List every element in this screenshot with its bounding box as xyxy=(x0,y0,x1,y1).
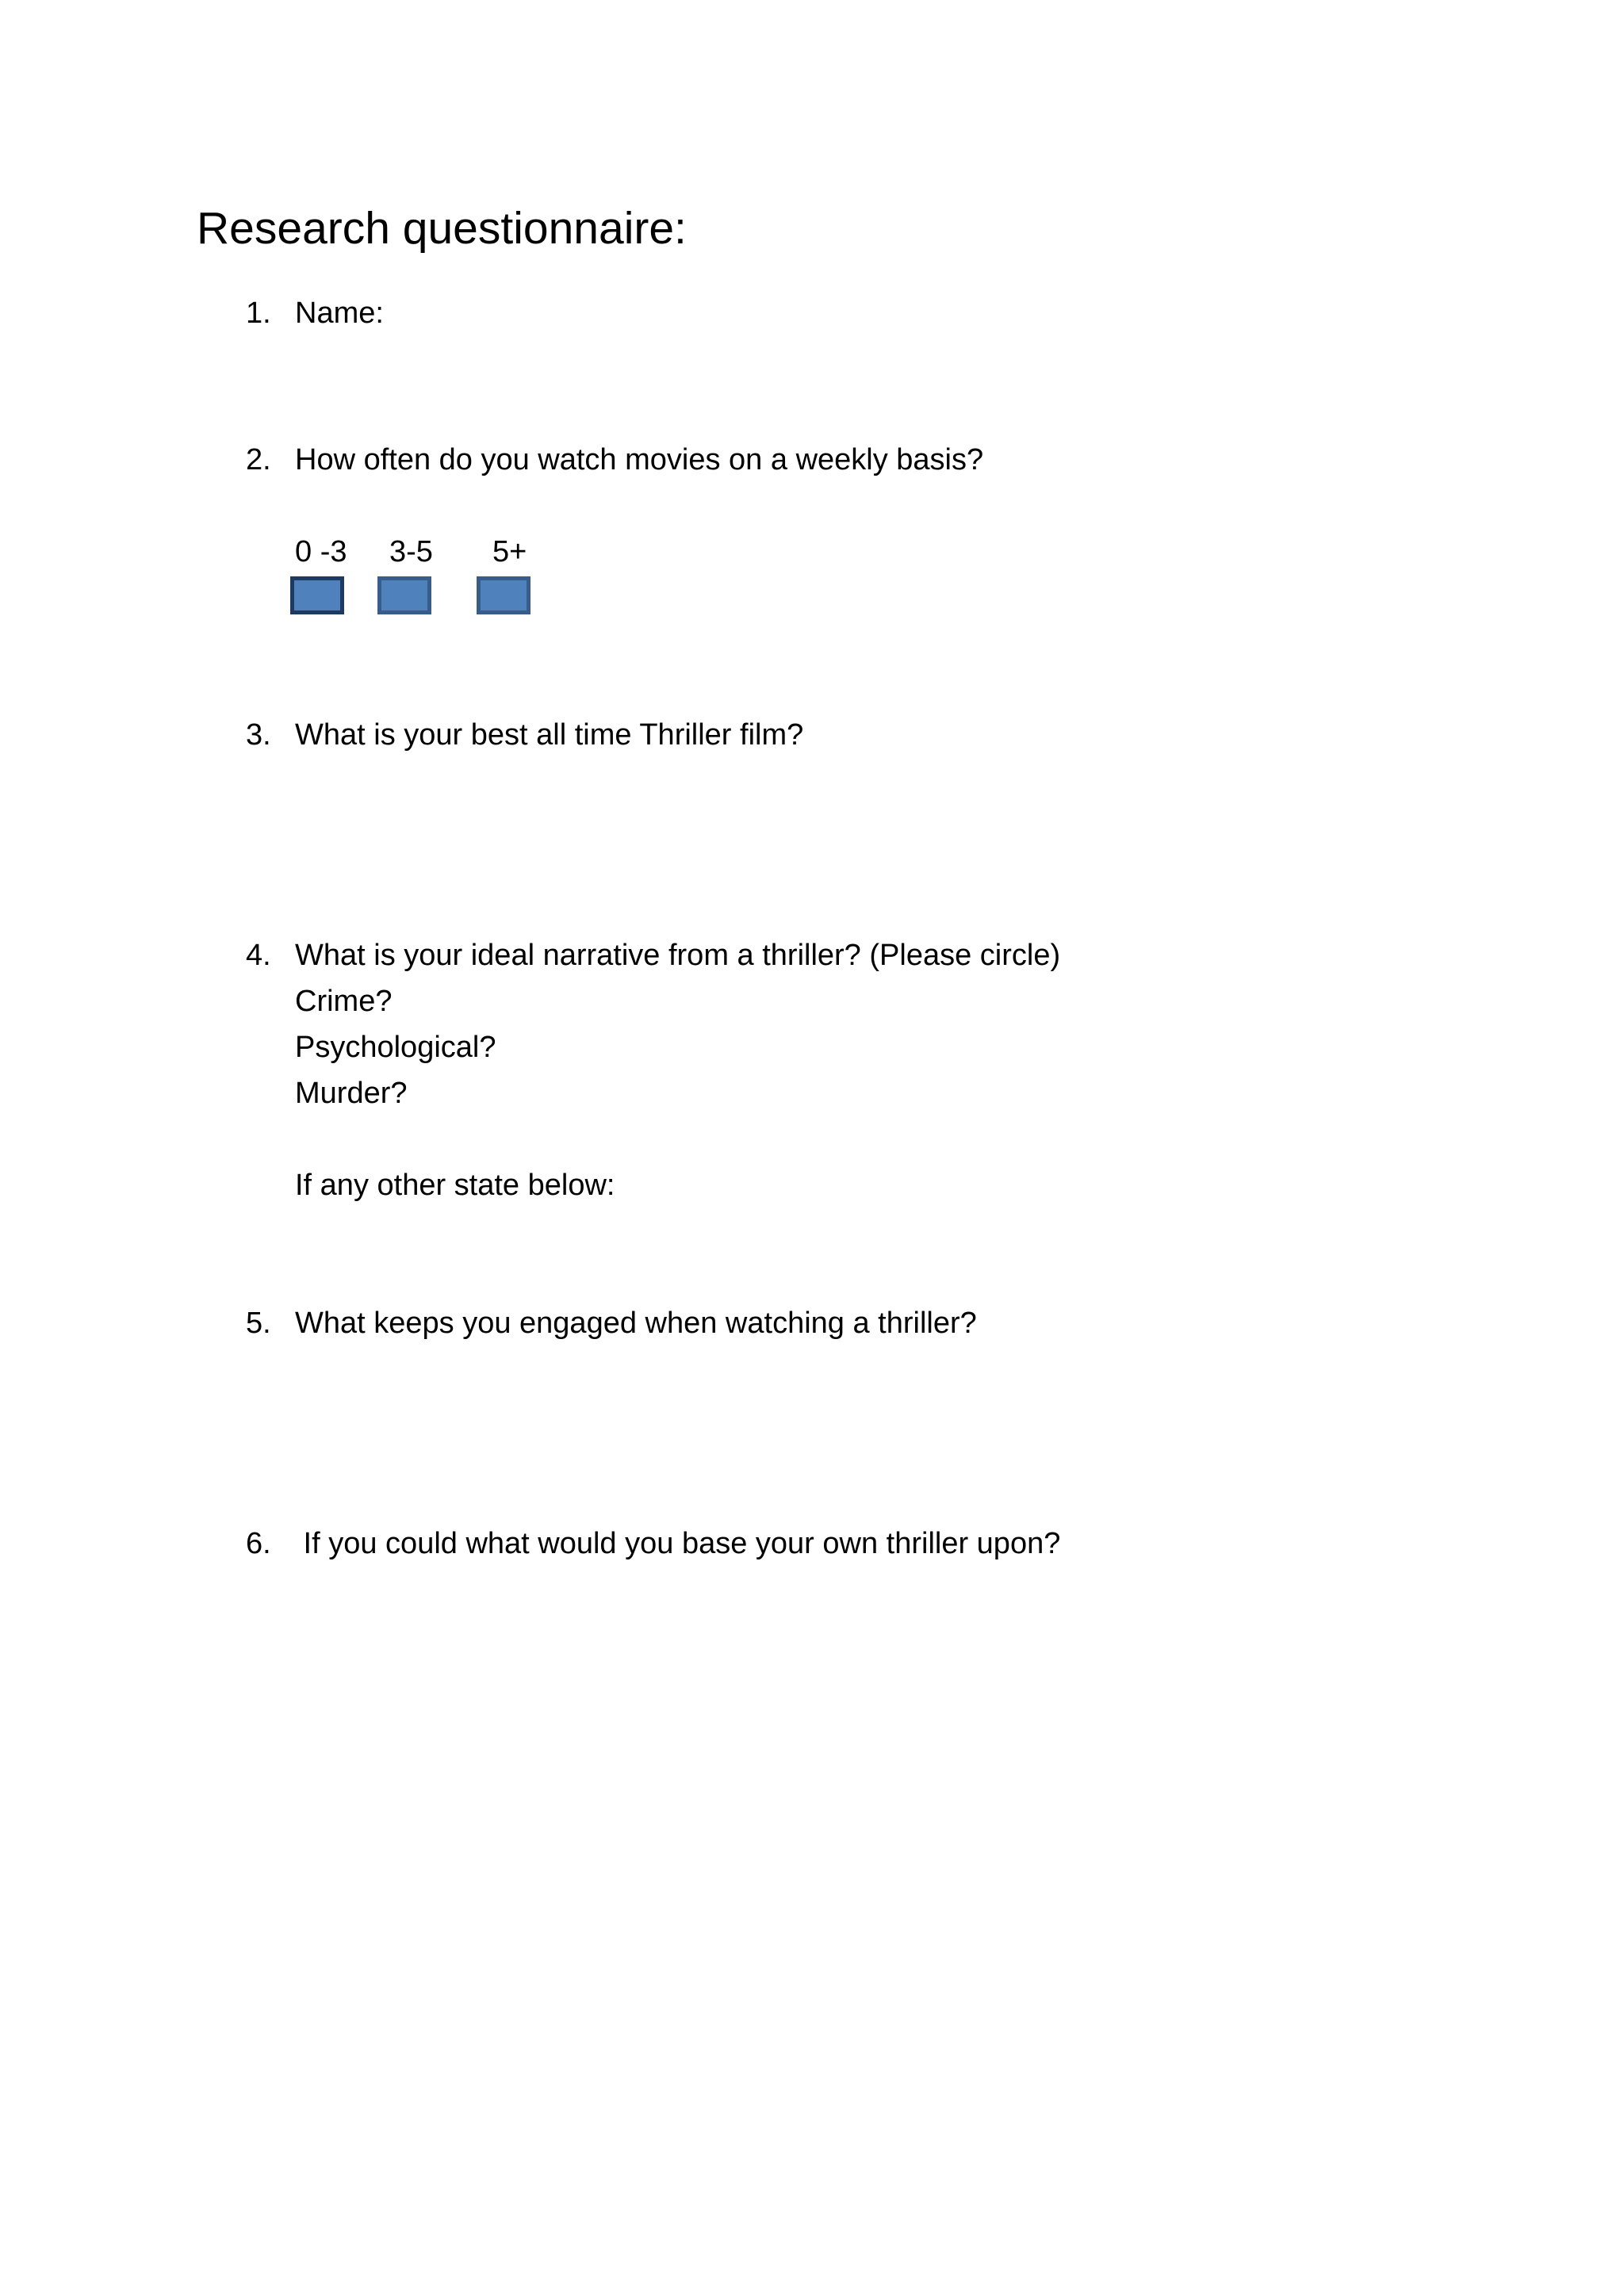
question-text: Name: xyxy=(295,297,384,330)
checkbox-3-5[interactable] xyxy=(377,576,431,614)
question-number: 4. xyxy=(246,939,271,972)
checkbox-0-3[interactable] xyxy=(290,576,344,614)
option-label-5-plus: 5+ xyxy=(492,535,527,568)
option-murder[interactable]: Murder? xyxy=(295,1077,408,1110)
option-label-0-3: 0 -3 xyxy=(295,535,347,568)
checkbox-5-plus[interactable] xyxy=(477,576,530,614)
question-text: If you could what would you base your own thriller upon? xyxy=(295,1527,1061,1560)
option-psychological[interactable]: Psychological? xyxy=(295,1031,496,1064)
question-text: How often do you watch movies on a weekly basis? xyxy=(295,443,984,476)
question-number: 5. xyxy=(246,1307,271,1340)
page-title: Research questionnaire: xyxy=(197,203,687,254)
question-number: 3. xyxy=(246,718,271,752)
question-text: What is your ideal narrative from a thriller? (Please circle) xyxy=(295,939,1061,972)
other-prompt: If any other state below: xyxy=(295,1169,615,1202)
question-number: 2. xyxy=(246,443,271,476)
option-label-3-5: 3-5 xyxy=(389,535,433,568)
question-text: What keeps you engaged when watching a thriller? xyxy=(295,1307,977,1340)
question-number: 1. xyxy=(246,297,271,330)
question-number: 6. xyxy=(246,1527,271,1560)
question-text: What is your best all time Thriller film? xyxy=(295,718,804,752)
option-crime[interactable]: Crime? xyxy=(295,985,393,1018)
